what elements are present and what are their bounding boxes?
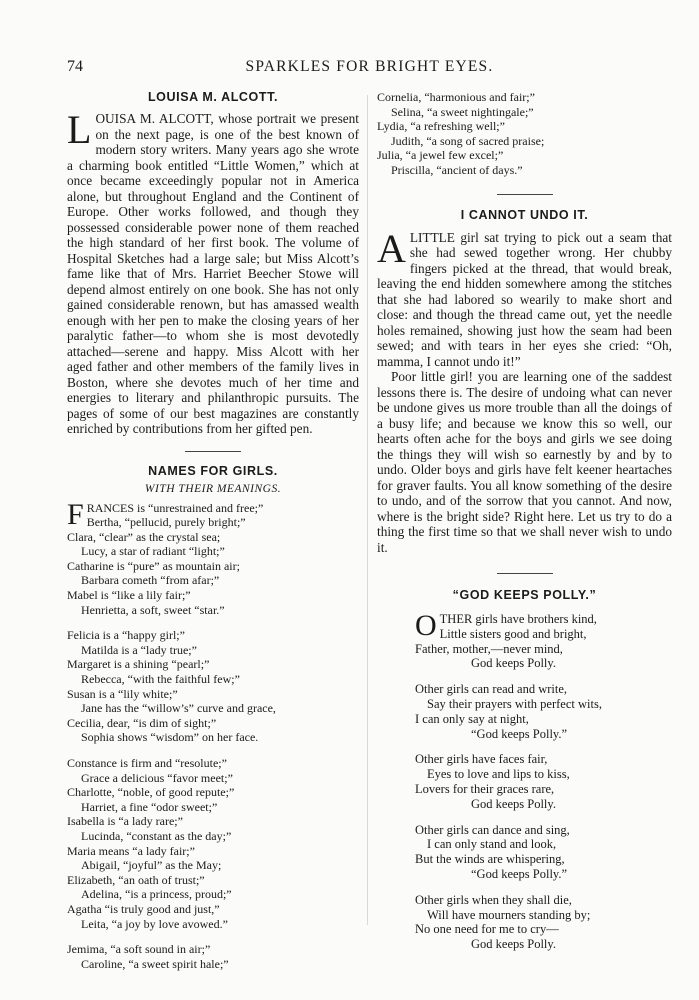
page-header	[67, 58, 672, 80]
poem-line-text: No one need for me to cry—	[415, 922, 559, 937]
alcott-article	[67, 90, 359, 437]
poem-line-text: Jemima, “a soft sound in air;”	[67, 942, 211, 957]
undo-article	[377, 208, 672, 556]
poem-line	[67, 573, 359, 588]
poem-line	[415, 656, 672, 671]
poem-line	[67, 771, 359, 786]
poem-line	[415, 752, 672, 767]
names-continued	[377, 90, 672, 178]
poem-line	[415, 797, 672, 812]
poem-line-text: Margaret is a shining “pearl;”	[67, 657, 210, 672]
poem-line-text: God keeps Polly.	[471, 656, 556, 671]
poem-line-text: God keeps Polly.	[471, 796, 556, 811]
poem-line-text: RANCES is “unrestrained and free;”	[86, 500, 264, 515]
poem-line-text: Matilda is a “lady true;”	[81, 642, 197, 657]
stanza	[67, 756, 359, 931]
poem-line	[415, 867, 672, 882]
poem-line-text: Susan is a “lily white;”	[67, 686, 178, 701]
undo-p1-text: LITTLE girl sat trying to pick out a seam that she had sewed together wrong. Her chubby fingers picked at the thread, that would break, leaving the end hidden somewhere among the stitches that she had labored so wearily to make short and close: and though the thread came out, yet the needle holes remained, showing just how the seam had been sewed; and with tears in her eyes she cried: “Oh, mamma, I cannot undo it!”	[377, 229, 672, 369]
section-divider	[185, 451, 241, 452]
poem-line-text: Clara, “clear” as the crystal sea;	[67, 529, 221, 544]
poem-line	[67, 515, 359, 530]
poem-line	[415, 727, 672, 742]
poem-line	[67, 628, 359, 643]
poem-line-text: Harriet, a fine “odor sweet;”	[81, 799, 218, 814]
poem-line-text: Henrietta, a soft, sweet “star.”	[81, 602, 225, 617]
poem-line-text: Other girls can read and write,	[415, 682, 568, 697]
alcott-text: OUISA M. ALCOTT, whose portrait we present on the next page, is one of the best known of modern story writers. Many years ago she wrote a charming book entitled “Little Women,” which at once became exceedingly popular not in America alone, but throughout England and the Continent of Europe. Other works followed, and though they possessed considerable power none of them reached the high standard of her first book. The volume of Hospital Sketches had a large sale; but Miss Alcott’s fame like that of Mrs. Harriet Beecher Stowe will depend almost entirely on one book. She has not only gained considerable renown, but has amassed wealth enough with her pen to make the closing years of her paralytic father—to whom she is most devotedly attached—serene and happy. Miss Alcott with her aged father and other members of the family lives in Boston, where she devotes much of her time and energies to literary and philanthropic pursuits. The pages of some of our best magazines are constantly enriched by contributions from her gifted pen.	[67, 111, 359, 436]
poem-line-text: Lucy, a star of radiant “light;”	[81, 544, 225, 559]
poem-line-text: Barbara cometh “from afar;”	[81, 573, 220, 588]
poem-line	[415, 782, 672, 797]
poem-line	[67, 687, 359, 702]
stanza	[415, 682, 672, 741]
poem-line-text: Felicia is a “happy girl;”	[67, 628, 185, 643]
alcott-title: LOUISA M. ALCOTT.	[147, 90, 279, 104]
poem-line-text: Maria means “a lady fair;”	[67, 843, 195, 858]
poem-line-text: Rebecca, “with the faithful few;”	[81, 672, 240, 687]
poem-line-text: I can only stand and look,	[427, 837, 557, 852]
stanza	[67, 942, 359, 971]
poem-line	[67, 873, 359, 888]
poem-line-text: THER girls have brothers kind,	[439, 612, 597, 627]
polly-title: “GOD KEEPS POLLY.”	[452, 588, 597, 603]
poem-line	[67, 657, 359, 672]
poem-line-text: Say their prayers with perfect wits,	[427, 697, 602, 712]
poem-line	[415, 642, 672, 657]
names-title: NAMES FOR GIRLS.	[148, 463, 278, 478]
poem-line-text: “God keeps Polly.”	[471, 867, 568, 882]
poem-line	[67, 829, 359, 844]
undo-dropcap: A	[377, 225, 406, 271]
poem-line	[415, 712, 672, 727]
poem-line	[415, 937, 672, 952]
undo-paragraph-2: Poor little girl! you are learning one of the saddest lessons there is. The desire of undoing what can never be undone gives us more trouble than all the doings of a busy life; and because we know this so well, our hearts often ache for the boys and girls we see doing the things they will wish so earnestly by and by to undo. Older boys and girls have felt keener heartaches for graver faults. You all know something of the desire to undo, and of the sorrow that you cannot. And now, where is the bright side? Right here. Let us try to do a thing the first time so that we shall never wish to undo it.	[377, 369, 672, 555]
poem-line-text: “God keeps Polly.”	[471, 726, 568, 741]
poem-line	[415, 627, 672, 642]
poem-line-text: Caroline, “a sweet spirit hale;”	[81, 956, 229, 971]
undo-title: I CANNOT UNDO IT.	[460, 207, 589, 222]
poem-line-text: Father, mother,—never mind,	[415, 641, 563, 656]
poem-line-text: God keeps Polly.	[471, 937, 556, 952]
running-title: SPARKLES FOR BRIGHT EYES.	[245, 58, 494, 75]
poem-line	[67, 858, 359, 873]
poem-line: Lydia, “a refreshing well;”	[377, 119, 505, 134]
poem-line	[67, 785, 359, 800]
poem-line	[415, 823, 672, 838]
page-number: 74	[67, 58, 83, 75]
poem-line-text: Agatha “is truly good and just,”	[67, 901, 220, 916]
poem-line	[415, 697, 672, 712]
poem-line	[67, 716, 359, 731]
poem-line-text: Will have mourners standing by;	[427, 907, 591, 922]
poem-line	[67, 588, 359, 603]
names-poem	[67, 464, 359, 972]
poem-line	[67, 814, 359, 829]
stanza	[415, 893, 672, 952]
poem-line	[67, 942, 359, 957]
poem-line	[67, 957, 359, 972]
poem-dropcap: F	[67, 497, 84, 531]
poem-line-text: Abigail, “joyful” as the May;	[81, 858, 222, 873]
poem-line-text: Adelina, “is a princess, proud;”	[81, 887, 232, 902]
poem-line	[67, 643, 359, 658]
alcott-body	[67, 107, 359, 437]
poem-line: Judith, “a song of sacred praise;	[391, 133, 545, 148]
poem-line-text: Other girls when they shall die,	[415, 892, 572, 907]
poem-line-text: Bertha, “pellucid, purely bright;”	[86, 515, 246, 530]
poem-line-text: I can only say at night,	[415, 711, 529, 726]
polly-stanzas	[377, 609, 672, 952]
poem-line-text: Lovers for their graces rare,	[415, 782, 555, 797]
poem-line-text: Jane has the “willow’s” curve and grace,	[81, 701, 276, 716]
alcott-dropcap: L	[67, 107, 92, 152]
poem-line-text: Little sisters good and bright,	[439, 626, 587, 641]
column-divider	[367, 95, 368, 925]
stanza	[415, 752, 672, 811]
poem-line	[415, 893, 672, 908]
poem-line-text: Charlotte, “noble, of good repute;”	[67, 785, 235, 800]
poem-line	[67, 902, 359, 917]
poem-line	[67, 756, 359, 771]
poem-line	[415, 837, 672, 852]
poem-line	[67, 559, 359, 574]
poem-line: Julia, “a jewel few excel;”	[377, 148, 504, 163]
poem-line-text: Other girls have faces fair,	[415, 752, 548, 767]
poem-line	[415, 922, 672, 937]
right-column	[377, 90, 672, 963]
poem-line	[415, 852, 672, 867]
poem-line	[67, 530, 359, 545]
names-stanzas	[67, 497, 359, 972]
poem-line: Priscilla, “ancient of days.”	[391, 162, 523, 177]
poem-line-text: Sophia shows “wisdom” on her face.	[81, 730, 259, 745]
poem-line-text: Constance is firm and “resolute;”	[67, 756, 227, 770]
poem-line-text: Isabella is “a lady rare;”	[67, 814, 183, 829]
section-divider	[497, 194, 553, 195]
poem-line-text: Cecilia, dear, “is dim of sight;”	[67, 715, 217, 730]
poem-line	[67, 701, 359, 716]
names-subtitle: WITH THEIR MEANINGS.	[144, 482, 282, 495]
poem-line	[67, 844, 359, 859]
poem-line: Selina, “a sweet nightingale;”	[391, 104, 534, 119]
poem-line	[67, 917, 359, 932]
section-divider	[497, 573, 553, 574]
stanza	[415, 609, 672, 671]
poem-line-text: Other girls can dance and sing,	[415, 822, 570, 837]
poem-line	[67, 887, 359, 902]
poem-line	[67, 544, 359, 559]
polly-poem	[377, 588, 672, 952]
poem-line-text: Catharine is “pure” as mountain air;	[67, 558, 240, 573]
poem-line	[415, 908, 672, 923]
poem-line	[415, 682, 672, 697]
poem-line-text: Mabel is “like a lily fair;”	[67, 588, 191, 603]
stanza	[67, 628, 359, 745]
poem-line	[67, 730, 359, 745]
poem-line	[67, 800, 359, 815]
poem-line-text: But the winds are whispering,	[415, 852, 565, 867]
poem-dropcap: O	[415, 609, 437, 643]
poem-line-text: Eyes to love and lips to kiss,	[427, 767, 570, 782]
poem-line	[67, 603, 359, 618]
poem-line-text: Lucinda, “constant as the day;”	[81, 828, 232, 843]
poem-line-text: Grace a delicious “favor meet;”	[81, 770, 233, 785]
poem-line: Cornelia, “harmonious and fair;”	[377, 90, 535, 104]
undo-paragraph-1	[377, 225, 672, 370]
left-column	[67, 90, 359, 982]
poem-line	[67, 672, 359, 687]
poem-line-text: Elizabeth, “an oath of trust;”	[67, 872, 205, 887]
stanza	[415, 823, 672, 882]
poem-line	[415, 767, 672, 782]
stanza	[67, 497, 359, 618]
poem-line-text: Leita, “a joy by love avowed.”	[81, 916, 228, 931]
